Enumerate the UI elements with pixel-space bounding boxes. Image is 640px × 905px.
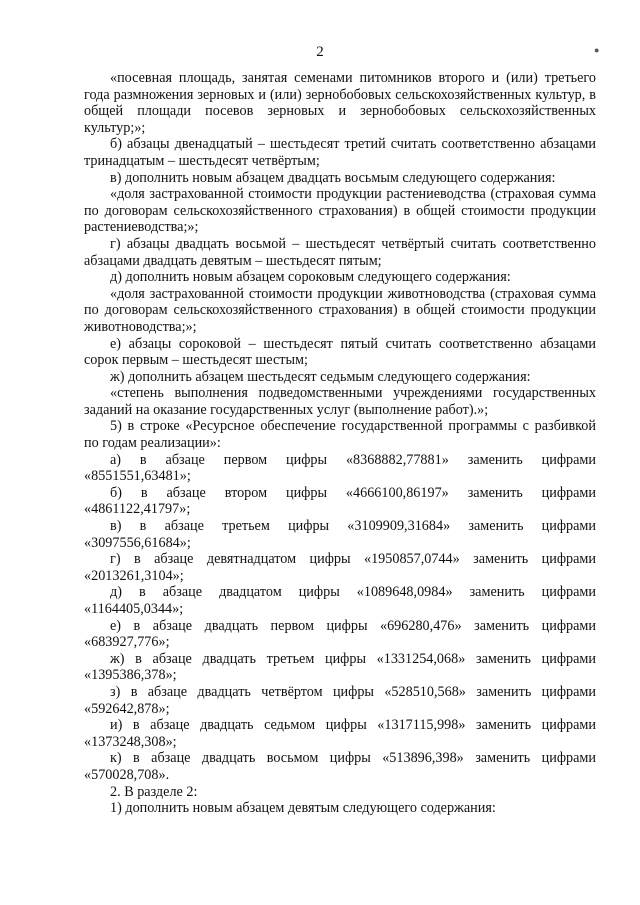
paragraph-item-5: 5) в строке «Ресурсное обеспечение государственной программы с разбивкой по годам реализации»: [84, 418, 596, 452]
paragraph-quote-sown-area: «посевная площадь, занятая семенами питомников второго и (или) третьего года размножения зерновых и (или) зернобобовых сельскохозяйственных культур, в общей площади посевов зерновых и зернобобовых сельскохозяйственных культур;»; [84, 70, 596, 136]
paragraph-replace-a: а) в абзаце первом цифры «8368882,77881» заменить цифрами «8551551,63481»; [84, 451, 596, 485]
paragraph-replace-k: к) в абзаце двадцать восьмом цифры «513896,398» заменить цифрами «570028,708». [84, 750, 596, 783]
paragraph-section-2: 2. В разделе 2: [110, 783, 198, 800]
paragraph-section-2-item-1: 1) дополнить новым абзацем девятым следующего содержания: [110, 800, 496, 817]
paragraph-replace-i: и) в абзаце двадцать седьмом цифры «1317115,998» заменить цифрами «1373248,308»; [84, 717, 596, 750]
paragraph-item-g: г) абзацы двадцать восьмой – шестьдесят четвёртый считать соответственно абзацами двадцать девятым – шестьдесят пятым; [84, 235, 596, 269]
paragraph-item-v: в) дополнить новым абзацем двадцать восьмым следующего содержания: [110, 169, 556, 186]
paragraph-replace-v: в) в абзаце третьем цифры «3109909,31684» заменить цифрами «3097556,61684»; [84, 518, 596, 551]
paragraph-replace-d: д) в абзаце двадцатом цифры «1089648,0984» заменить цифрами «1164405,0344»; [84, 584, 596, 617]
paragraph-item-b: б) абзацы двенадцатый – шестьдесят третий считать соответственно абзацами тринадцатым – шестьдесят четвёртым; [84, 136, 596, 169]
document-body [84, 70, 596, 817]
paragraph-replace-zh: ж) в абзаце двадцать третьем цифры «1331254,068» заменить цифрами «1395386,378»; [84, 650, 596, 684]
paragraph-replace-z: з) в абзаце двадцать четвёртом цифры «528510,568» заменить цифрами «592642,878»; [84, 683, 596, 717]
paragraph-item-zh: ж) дополнить абзацем шестьдесят седьмым следующего содержания: [110, 368, 531, 385]
paragraph-item-e: е) абзацы сороковой – шестьдесят пятый считать соответственно абзацами сорок первым – шестьдесят шестым; [84, 335, 596, 369]
page-number: 2 [316, 44, 324, 60]
scan-artifact-mark: ● [594, 45, 600, 55]
paragraph-quote-state-tasks: «степень выполнения подведомственными учреждениями государственных заданий на оказание государственных услуг (выполнение работ).»; [84, 385, 596, 418]
paragraph-quote-livestock-insurance: «доля застрахованной стоимости продукции животноводства (страховая сумма по договорам сельскохозяйственного страхования) в общей стоимости продукции животноводства;»; [84, 285, 596, 335]
paragraph-replace-g: г) в абзаце девятнадцатом цифры «1950857,0744» заменить цифрами «2013261,3104»; [84, 551, 596, 584]
paragraph-replace-b: б) в абзаце втором цифры «4666100,86197» заменить цифрами «4861122,41797»; [84, 484, 596, 518]
paragraph-replace-e: е) в абзаце двадцать первом цифры «696280,476» заменить цифрами «683927,776»; [84, 617, 596, 651]
paragraph-item-d: д) дополнить новым абзацем сороковым следующего содержания: [110, 269, 511, 286]
paragraph-quote-crop-insurance: «доля застрахованной стоимости продукции растениеводства (страховая сумма по договорам сельскохозяйственного страхования) в общей стоимости продукции растениеводства;»; [84, 186, 596, 236]
